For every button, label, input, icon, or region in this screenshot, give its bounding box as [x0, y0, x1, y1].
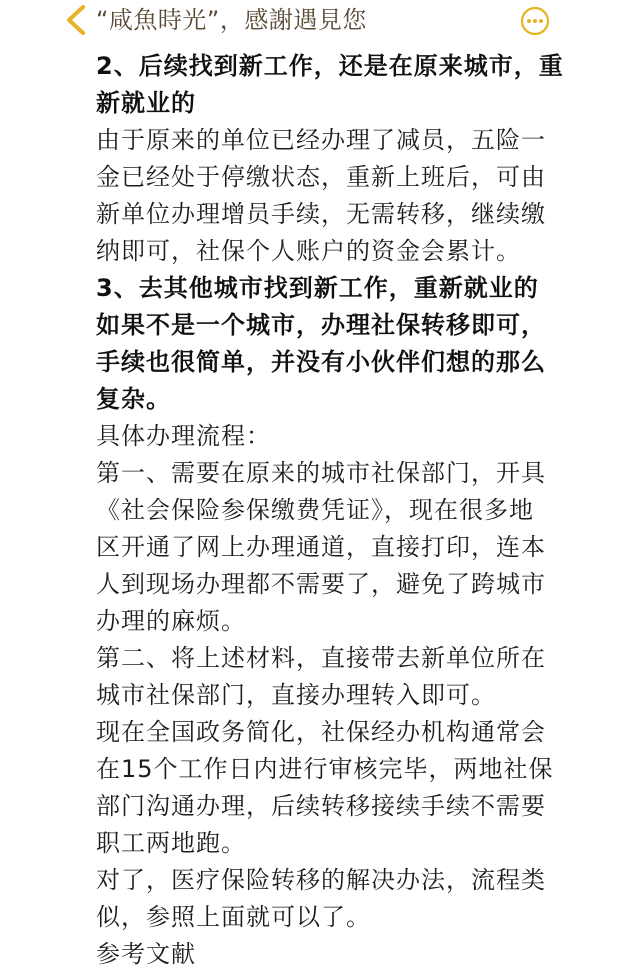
note-line: 办理的麻烦。 — [96, 607, 246, 635]
note-line: 职工两地跑。 — [96, 829, 246, 857]
note-line: 现在全国政务简化，社保经办机构通常会 — [96, 718, 546, 746]
note-header — [0, 0, 640, 44]
note-line: 由于原来的单位已经办理了减员，五险一 — [96, 126, 546, 154]
note-line: 如果不是一个城市，办理社保转移即可， — [96, 311, 546, 339]
note-line: 3、去其他城市找到新工作，重新就业的 — [96, 274, 539, 302]
more-dots-icon — [520, 6, 550, 36]
note-line: 在15个工作日内进行审核完毕，两地社保 — [96, 755, 554, 783]
note-body[interactable] — [96, 48, 564, 973]
note-line: 第二、将上述材料，直接带去新单位所在 — [96, 644, 546, 672]
note-line: 新就业的 — [96, 89, 196, 117]
note-line: 金已经处于停缴状态，重新上班后，可由 — [96, 163, 546, 191]
note-line: 《社会保险参保缴费凭证》，现在很多地 — [96, 496, 534, 524]
note-line: 人到现场办理都不需要了，避免了跨城市 — [96, 570, 546, 598]
note-line: 手续也很简单，并没有小伙伴们想的那么 — [96, 348, 546, 376]
note-line: 纳即可，社保个人账户的资金会累计。 — [96, 237, 521, 265]
note-line: 城市社保部门，直接办理转入即可。 — [96, 681, 496, 709]
note-line: 区开通了网上办理通道，直接打印，连本 — [96, 533, 546, 561]
chevron-left-icon — [56, 3, 94, 37]
note-line: 具体办理流程： — [96, 422, 271, 450]
note-line: 第一、需要在原来的城市社保部门，开具 — [96, 459, 546, 487]
note-line: 复杂。 — [96, 385, 171, 413]
back-button[interactable] — [56, 3, 94, 37]
note-line: 参考文献 — [96, 940, 196, 968]
note-line: 新单位办理增员手续，无需转移，继续缴 — [96, 200, 546, 228]
note-line: 对了，医疗保险转移的解决办法，流程类 — [96, 866, 546, 894]
note-line: 部门沟通办理，后续转移接续手续不需要 — [96, 792, 546, 820]
page-title: “咸魚時光”，感謝遇見您 — [96, 6, 367, 34]
note-line: 2、后续找到新工作，还是在原来城市，重 — [96, 52, 564, 80]
more-button[interactable] — [520, 6, 550, 36]
note-line: 似，参照上面就可以了。 — [96, 903, 371, 931]
